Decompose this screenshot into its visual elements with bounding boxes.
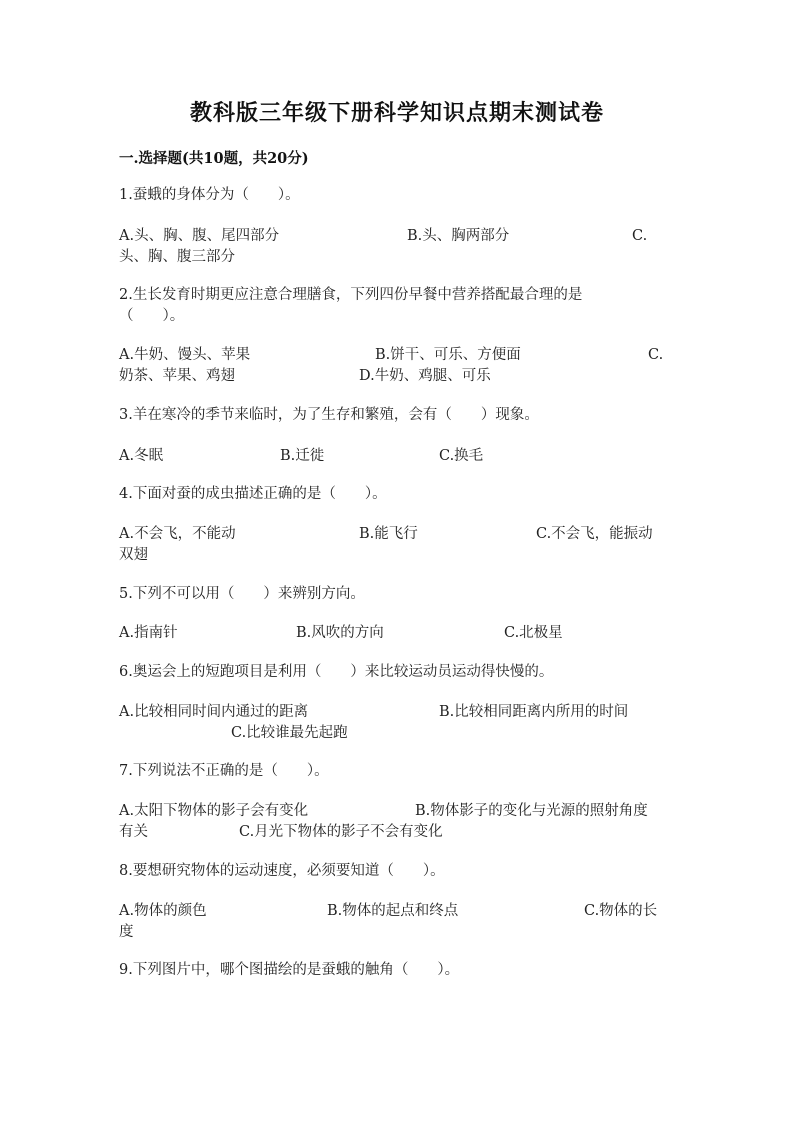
q4-option-a: A.不会飞，不能动 [119,526,236,542]
q8-option-c: C.物体的长 [584,903,658,919]
q3-option-b: B.迁徙 [280,448,325,464]
q4-option-c: C.不会飞，能振动 [536,526,653,542]
q5-option-b: B.风吹的方向 [296,625,384,641]
q6-option-c: C.比较谁最先起跑 [231,725,348,741]
q2-option-d: D.牛奶、鸡腿、可乐 [359,368,491,384]
q5-option-c: C.北极星 [504,625,563,641]
q6-option-a: A.比较相同时间内通过的距离 [119,704,309,720]
q6-option-b: B.比较相同距离内所用的时间 [439,704,629,720]
q7-option-b: B.物体影子的变化与光源的照射角度 [415,803,648,819]
question-6: 6.奥运会上的短跑项目是利用（ ）来比较运动员运动得快慢的。 [119,664,554,680]
q7-option-a: A.太阳下物体的影子会有变化 [119,803,309,819]
q2-option-b: B.饼干、可乐、方便面 [375,347,521,363]
q3-option-c: C.换毛 [439,448,484,464]
q1-option-b: B.头、胸两部分 [407,228,510,244]
question-9: 9.下列图片中，哪个图描绘的是蚕蛾的触角（ ）。 [119,962,460,978]
q4-option-b: B.能飞行 [359,526,418,542]
q3-option-a: A.冬眠 [119,448,164,464]
section-heading: 一.选择题(共10题，共20分) [119,150,309,167]
q8-option-a: A.物体的颜色 [119,903,207,919]
q4-option-c-cont: 双翅 [119,547,148,563]
question-3: 3.羊在寒冷的季节来临时，为了生存和繁殖，会有（ ）现象。 [119,407,539,423]
q8-option-c-cont: 度 [119,924,134,940]
question-2-line-2: （ ）。 [119,308,185,324]
q1-option-c: 头、胸、腹三部分 [119,249,235,265]
q2-option-c: 奶茶、苹果、鸡翅 [119,368,235,384]
question-8: 8.要想研究物体的运动速度，必须要知道（ ）。 [119,863,445,879]
q7-option-b-cont: 有关 [119,824,148,840]
question-4: 4.下面对蚕的成虫描述正确的是（ ）。 [119,486,387,502]
q8-option-b: B.物体的起点和终点 [327,903,459,919]
q7-option-c: C.月光下物体的影子不会有变化 [239,824,443,840]
question-5: 5.下列不可以用（ ）来辨别方向。 [119,586,365,602]
q1-option-a: A.头、胸、腹、尾四部分 [119,228,280,244]
question-1: 1.蚕蛾的身体分为（ ）。 [119,187,300,203]
question-7: 7.下列说法不正确的是（ ）。 [119,763,329,779]
question-2-line-1: 2.生长发育时期更应注意合理膳食，下列四份早餐中营养搭配最合理的是 [119,287,583,303]
page-title: 教科版三年级下册科学知识点期末测试卷 [189,100,604,126]
q5-option-a: A.指南针 [119,625,178,641]
q2-option-a: A.牛奶、馒头、苹果 [119,347,251,363]
q2-option-c-marker: C. [648,347,664,363]
q1-option-c-marker: C. [632,228,648,244]
